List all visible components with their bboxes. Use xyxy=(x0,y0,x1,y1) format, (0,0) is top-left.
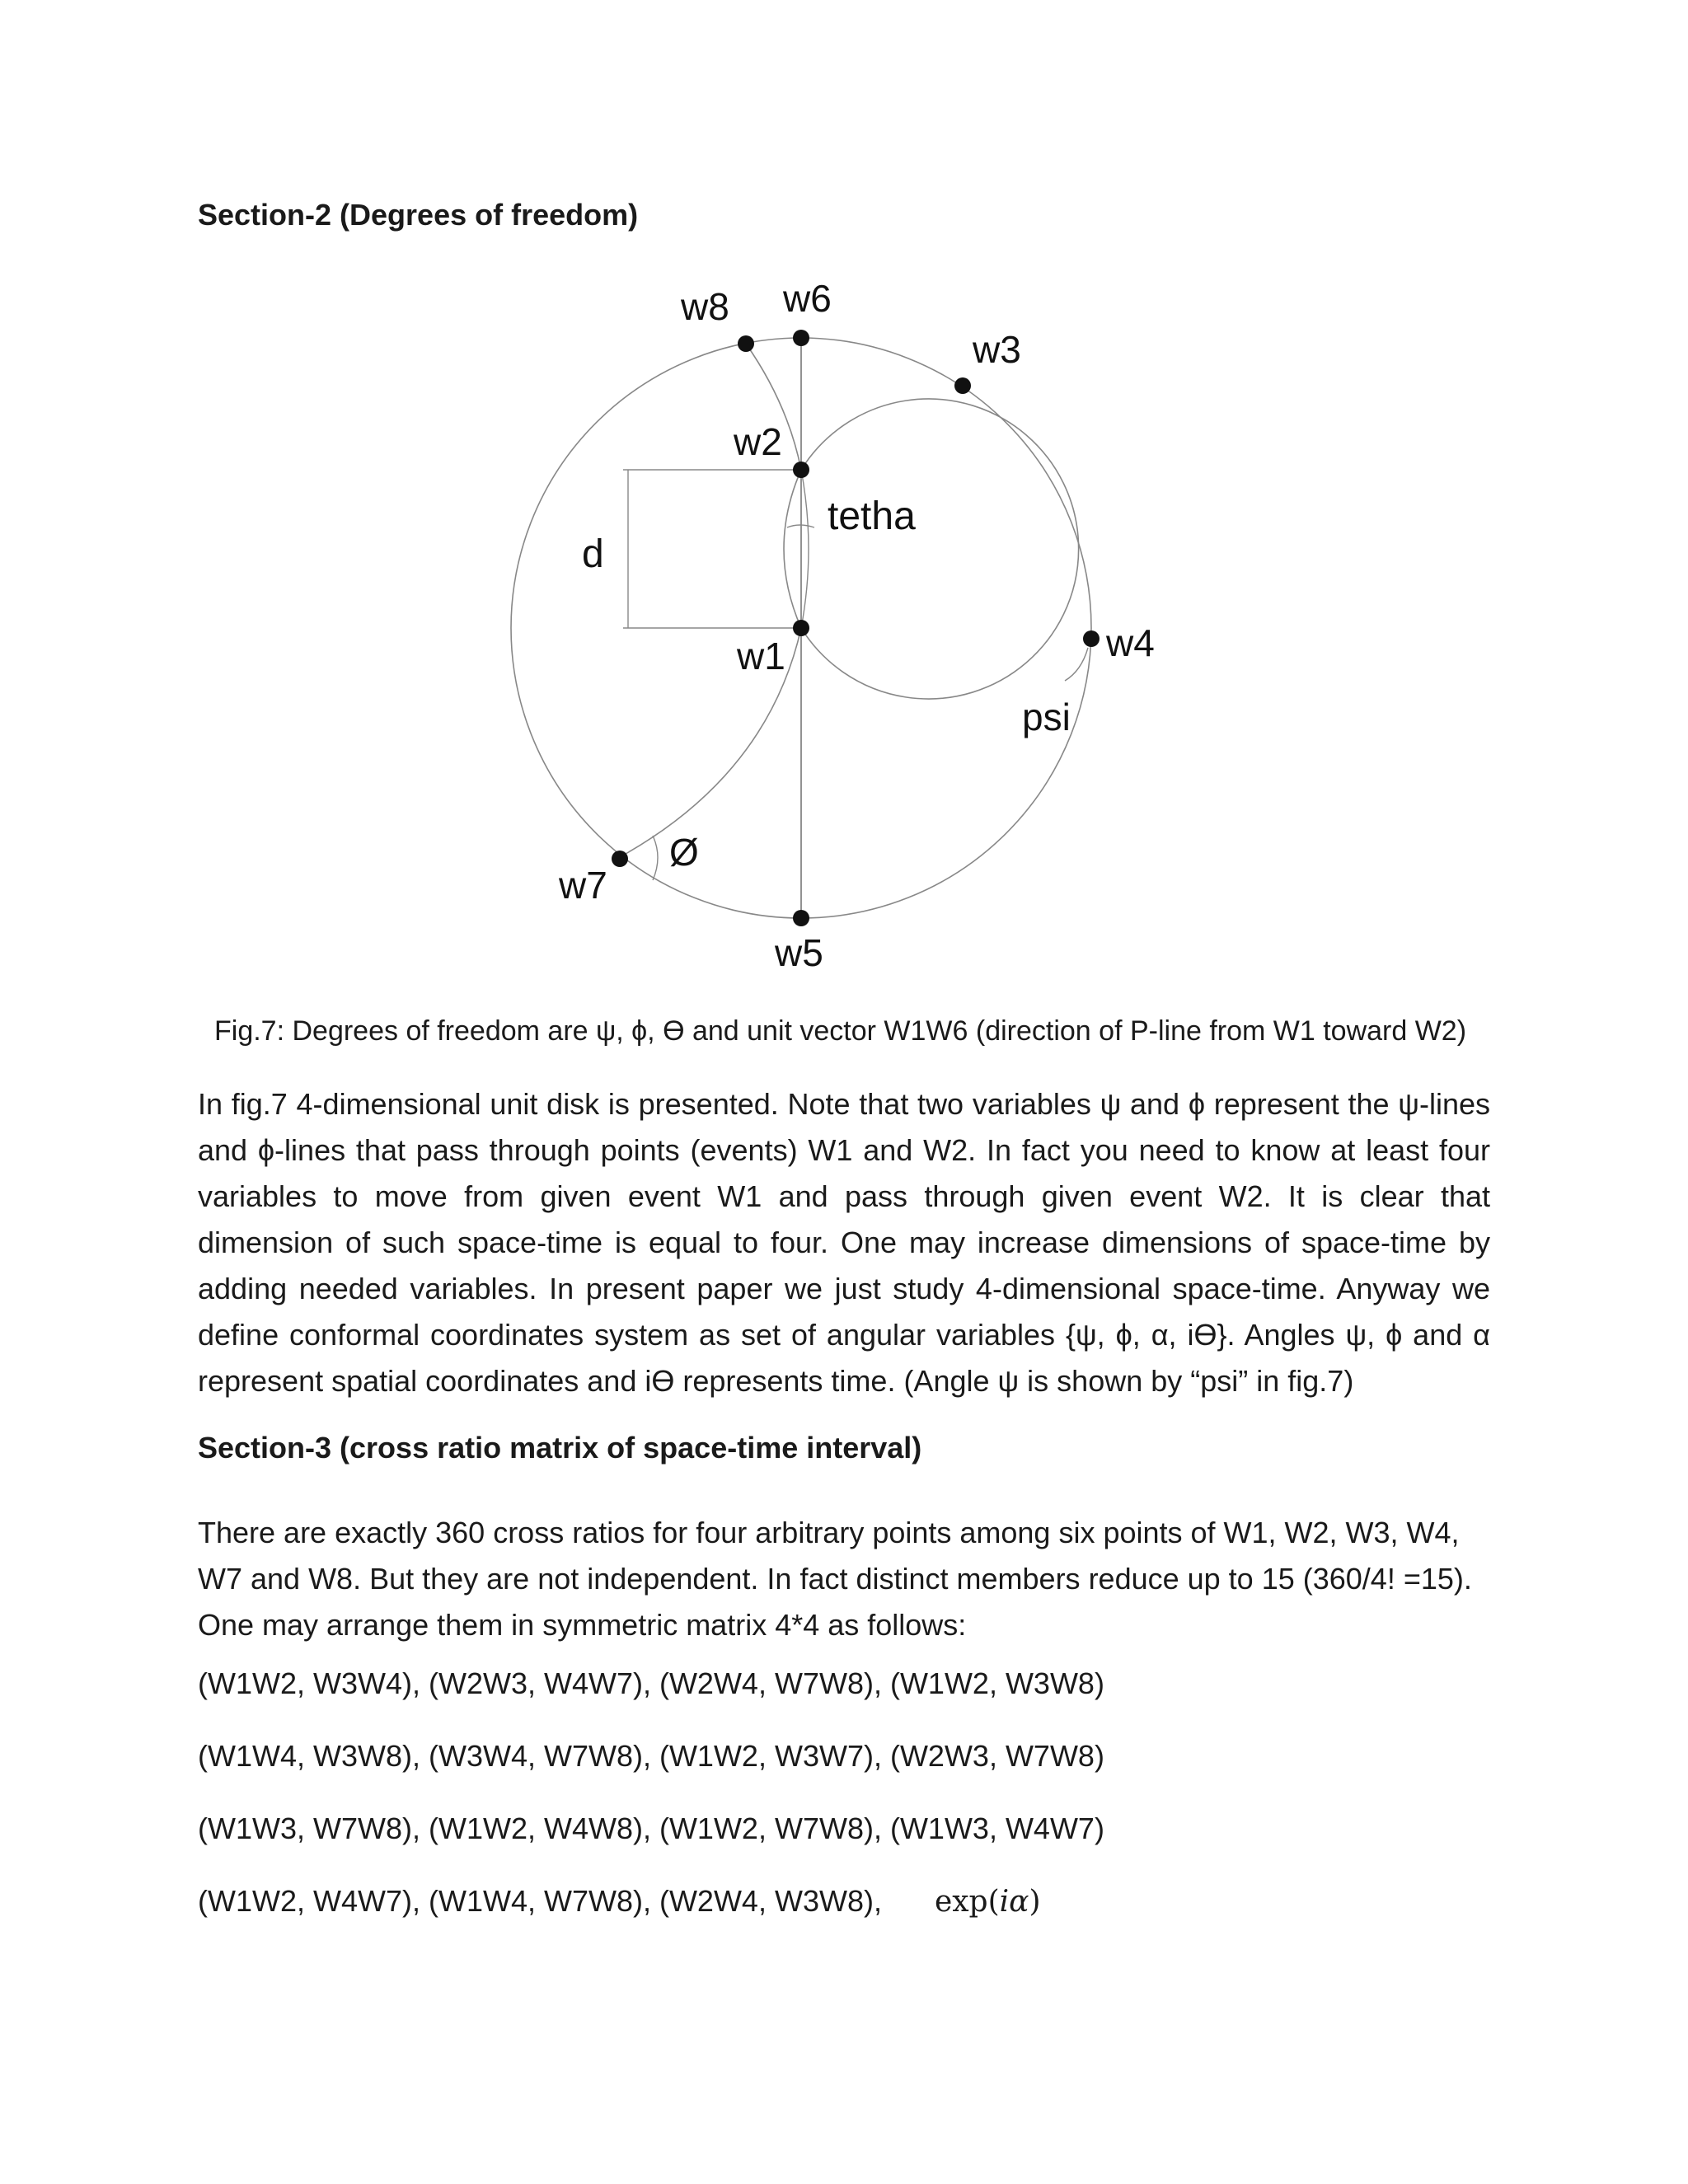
figure-caption: Fig.7: Degrees of freedom are ψ, ϕ, ϴ and unit vector W1W6 (direction of P-line from W1 toward W2) xyxy=(214,1015,1467,1047)
label-d: d xyxy=(582,532,604,576)
label-w3: w3 xyxy=(973,328,1021,371)
label-w1: w1 xyxy=(737,635,785,677)
point-w7 xyxy=(612,851,628,867)
label-w5: w5 xyxy=(775,931,823,974)
exp-argument: iα xyxy=(999,1885,1029,1919)
tetha-angle-arc-left xyxy=(784,470,801,628)
section-3-paragraph: There are exactly 360 cross ratios for four arbitrary points among six points of W1, W2, W3, W4, W7 and W8. But they are not independent. In fact distinct members reduce up to 15 (360/4! =15). One may arrange them in symmetric matrix 4*4 as follows: xyxy=(198,1516,1472,1642)
label-psi: psi xyxy=(1022,696,1071,738)
point-w2 xyxy=(793,462,809,478)
point-w1 xyxy=(793,620,809,636)
matrix-row: (W1W3, W7W8), (W1W2, W4W8), (W1W2, W7W8), (W1W3, W4W7) xyxy=(198,1811,1104,1845)
matrix-row: (W1W2, W3W4), (W2W3, W4W7), (W2W4, W7W8), (W1W2, W3W8) xyxy=(198,1666,1104,1700)
psi-line-arc xyxy=(801,399,1079,699)
point-w4 xyxy=(1083,630,1100,647)
section-3-heading: Section-3 (cross ratio matrix of space-time interval) xyxy=(198,1431,922,1465)
matrix-row: (W1W4, W3W8), (W3W4, W7W8), (W1W2, W3W7), (W2W3, W7W8) xyxy=(198,1739,1104,1773)
point-w3 xyxy=(954,377,971,394)
section-2-heading: Section-2 (Degrees of freedom) xyxy=(198,198,639,232)
label-tetha: tetha xyxy=(828,494,916,538)
label-w6: w6 xyxy=(783,277,832,320)
label-w8: w8 xyxy=(681,285,729,328)
psi-angle-marker xyxy=(1065,648,1088,681)
label-w7: w7 xyxy=(559,864,607,907)
figure-7 xyxy=(478,272,1220,997)
tetha-angle-arc-right xyxy=(801,470,809,628)
phi-angle-marker xyxy=(653,836,658,880)
exp-formula: exp(iα) xyxy=(934,1885,1041,1919)
label-phi: Ø xyxy=(669,831,699,874)
point-w5 xyxy=(793,910,809,926)
point-w8 xyxy=(738,335,754,352)
point-w6 xyxy=(793,330,809,346)
matrix-row-last xyxy=(198,1884,1041,1919)
body-paragraph: In fig.7 4-dimensional unit disk is presented. Note that two variables ψ and ϕ represent the ψ-lines and ϕ-lines that pass through points (events) W1 and W2. In fact you need to know at least four variables to move from given event W1 and pass through given event W2. It is clear that dimension of such space-time is equal to four. One may increase dimensions of space-time by adding needed variables. In present paper we just study 4-dimensional space-time. Anyway we define conformal coordinates system as set of angular variables {ψ, ϕ, α, iϴ}. Angles ψ, ϕ and α represent spatial coordinates and iϴ represents time. (Angle ψ is shown by “psi” in fig.7) xyxy=(198,1087,1490,1398)
figure-7-diagram xyxy=(478,272,1220,997)
label-w2: w2 xyxy=(734,420,782,463)
matrix-row-text: (W1W2, W4W7), (W1W4, W7W8), (W2W4, W3W8), xyxy=(198,1884,882,1918)
exp-function: exp xyxy=(934,1885,988,1919)
label-w4: w4 xyxy=(1106,621,1155,664)
